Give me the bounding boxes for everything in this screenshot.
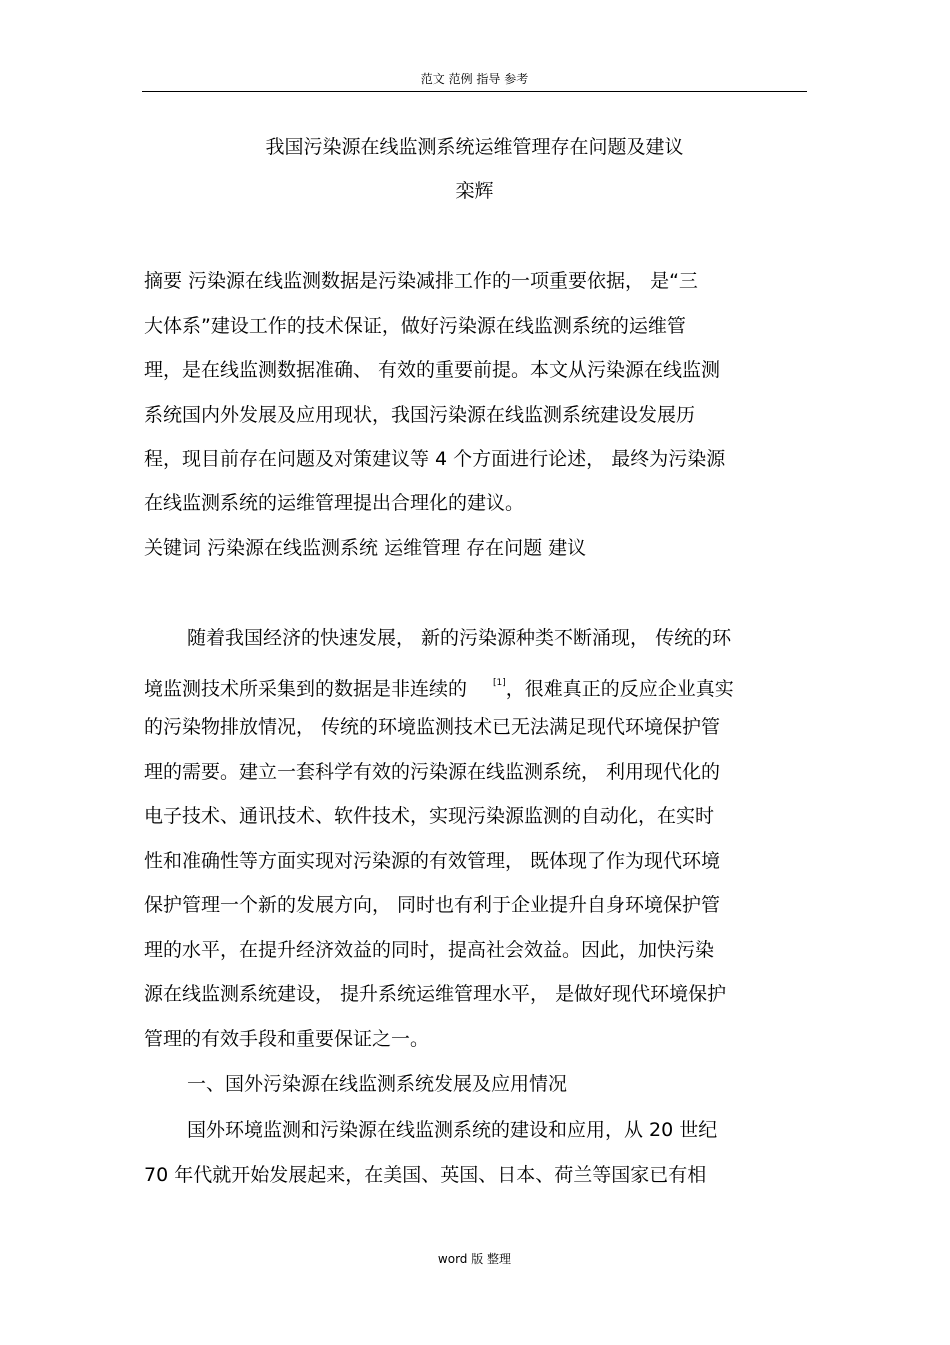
abstract-line: 理，是在线监测数据准确、 有效的重要前提。本文从污染源在线监测 bbox=[144, 359, 721, 381]
paragraph-text: 境监测技术所采集到的数据是非连续的 bbox=[144, 678, 468, 700]
paragraph-text: ，很难真正的反应企业真实 bbox=[505, 678, 734, 700]
section-heading: 一、国外污染源在线监测系统发展及应用情况 bbox=[187, 1073, 568, 1095]
paragraph-line: 的污染物排放情况， 传统的环境监测技术已无法满足现代环境保护管 bbox=[144, 716, 721, 738]
document-title: 我国污染源在线监测系统运维管理存在问题及建议 bbox=[265, 136, 684, 158]
paragraph-line: 70 年代就开始发展起来，在美国、英国、日本、荷兰等国家已有相 bbox=[144, 1164, 707, 1186]
page-header: 范文 范例 指导 参考 bbox=[420, 72, 529, 86]
abstract-line: 在线监测系统的运维管理提出合理化的建议。 bbox=[144, 492, 525, 514]
reference-mark: [1] bbox=[493, 678, 506, 688]
abstract-line: 大体系”建设工作的技术保证，做好污染源在线监测系统的运维管 bbox=[144, 315, 686, 337]
author-name: 栾辉 bbox=[455, 180, 494, 202]
paragraph-line: 电子技术、通讯技术、软件技术，实现污染源监测的自动化，在实时 bbox=[144, 805, 715, 827]
paragraph-line: 随着我国经济的快速发展， 新的污染源种类不断涌现， 传统的环 bbox=[187, 627, 732, 649]
abstract-line: 程，现目前存在问题及对策建议等 4 个方面进行论述， 最终为污染源 bbox=[144, 448, 726, 470]
paragraph-line: 国外环境监测和污染源在线监测系统的建设和应用，从 20 世纪 bbox=[187, 1119, 718, 1141]
paragraph-line bbox=[144, 670, 734, 702]
abstract-line: 系统国内外发展及应用现状，我国污染源在线监测系统建设发展历 bbox=[144, 404, 696, 426]
paragraph-line: 保护管理一个新的发展方向， 同时也有利于企业提升自身环境保护管 bbox=[144, 894, 721, 916]
keywords: 关键词 污染源在线监测系统 运维管理 存在问题 建议 bbox=[144, 537, 587, 559]
page-footer: word 版 整理 bbox=[437, 1252, 512, 1266]
paragraph-line: 理的需要。建立一套科学有效的污染源在线监测系统， 利用现代化的 bbox=[144, 761, 721, 783]
paragraph-line: 性和准确性等方面实现对污染源的有效管理， 既体现了作为现代环境 bbox=[144, 850, 721, 872]
paragraph-line: 管理的有效手段和重要保证之一。 bbox=[144, 1028, 430, 1050]
paragraph-line: 理的水平，在提升经济效益的同时，提高社会效益。因此，加快污染 bbox=[144, 939, 715, 961]
header-rule bbox=[142, 91, 807, 92]
abstract-line: 摘要 污染源在线监测数据是污染减排工作的一项重要依据， 是“三 bbox=[144, 270, 698, 292]
paragraph-line: 源在线监测系统建设， 提升系统运维管理水平， 是做好现代环境保护 bbox=[144, 983, 727, 1005]
